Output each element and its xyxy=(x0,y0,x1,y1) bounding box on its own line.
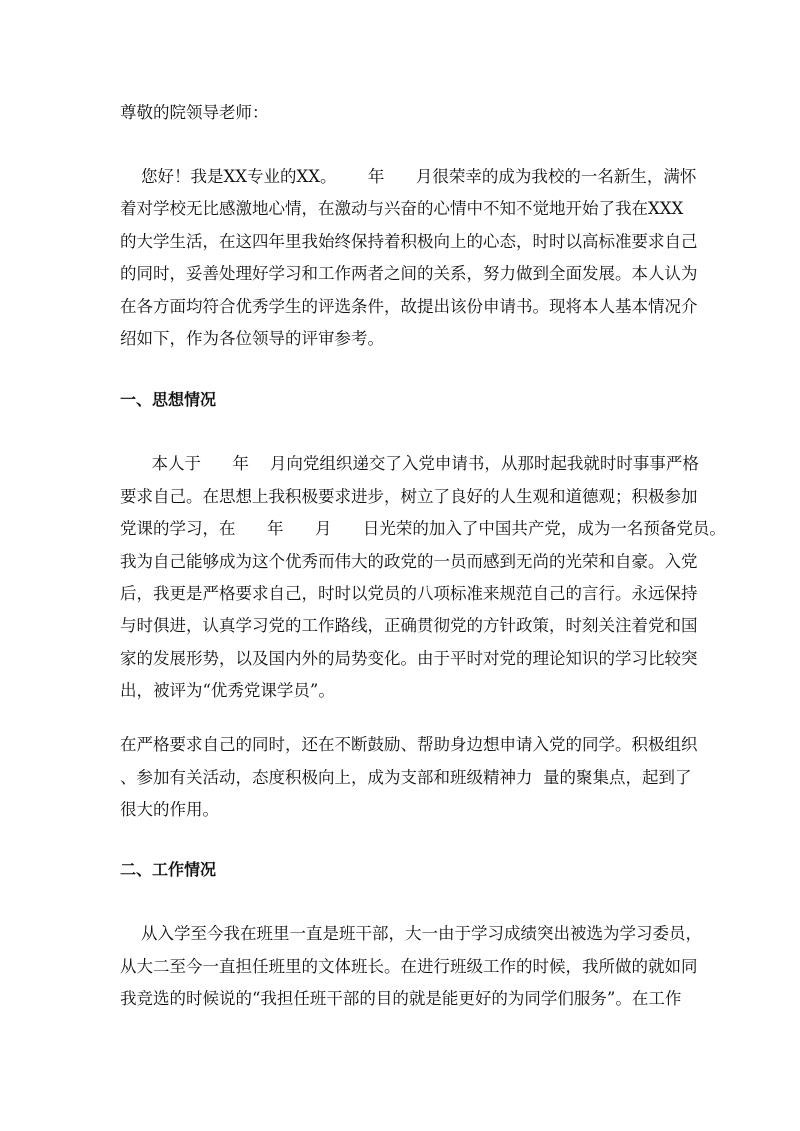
text-line: 在严格要求自己的同时，还在不断鼓励、帮助身边想申请入党的同学。积极组织 xyxy=(120,735,698,754)
text-line: 本人于 年 月向党组织递交了入党申请书，从那时起我就时时事事严格 xyxy=(120,454,699,473)
text-line: 从入学至今我在班里一直是班干部，大一由于学习成绩突出被选为学习委员， xyxy=(120,924,702,943)
text-line: 的同时，妥善处理好学习和工作两者之间的关系，努力做到全面发展。本人认为 xyxy=(120,264,698,283)
text-line: 家的发展形势，以及国内外的局势变化。由于平时对党的理论知识的学习比较突 xyxy=(120,649,698,668)
text-line: 您好！我是XX专业的XX。 年 月很荣幸的成为我校的一名新生，满怀 xyxy=(120,167,697,186)
text-line: 着对学校无比感激地心情，在激动与兴奋的心情中不知不觉地开始了我在XXX xyxy=(120,199,684,218)
section-heading-work: 二、工作情况 xyxy=(120,860,217,879)
text-line: 与时俱进，认真学习党的工作路线，正确贯彻党的方针政策，时刻关注着党和国 xyxy=(120,616,698,635)
text-line: 我竞选的时候说的“我担任班干部的目的就是能更好的为同学们服务”。在工作 xyxy=(120,989,682,1008)
text-line: 很大的作用。 xyxy=(120,800,219,819)
text-line: 的大学生活，在这四年里我始终保持着积极向上的心态，时时以高标准要求自己 xyxy=(120,232,698,251)
text-line: 党课的学习，在 年 月 日光荣的加入了中国共产党，成为一名预备党员。 xyxy=(120,519,726,538)
text-line: 绍如下，作为各位领导的评审参考。 xyxy=(120,329,384,348)
text-line: 从大二至今一直担任班里的文体班长。在进行班级工作的时候，我所做的就如同 xyxy=(120,957,698,976)
text-line: 要求自己。在思想上我积极要求进步，树立了良好的人生观和道德观；积极参加 xyxy=(120,487,698,506)
text-line: 后，我更是严格要求自己，时时以党员的八项标准来规范自己的言行。永远保持 xyxy=(120,584,698,603)
text-line: 在各方面均符合优秀学生的评选条件，故提出该份申请书。现将本人基本情况介 xyxy=(120,297,698,316)
text-line: 我为自己能够成为这个优秀而伟大的政党的一员而感到无尚的光荣和自豪。入党 xyxy=(120,552,698,571)
salutation: 尊敬的院领导老师： xyxy=(120,103,269,122)
text-line: 、参加有关活动，态度积极向上，成为支部和班级精神力 量的聚集点，起到了 xyxy=(120,768,692,787)
text-line: 出，被评为“优秀党课学员”。 xyxy=(120,681,335,700)
section-heading-thought: 一、思想情况 xyxy=(120,390,217,409)
